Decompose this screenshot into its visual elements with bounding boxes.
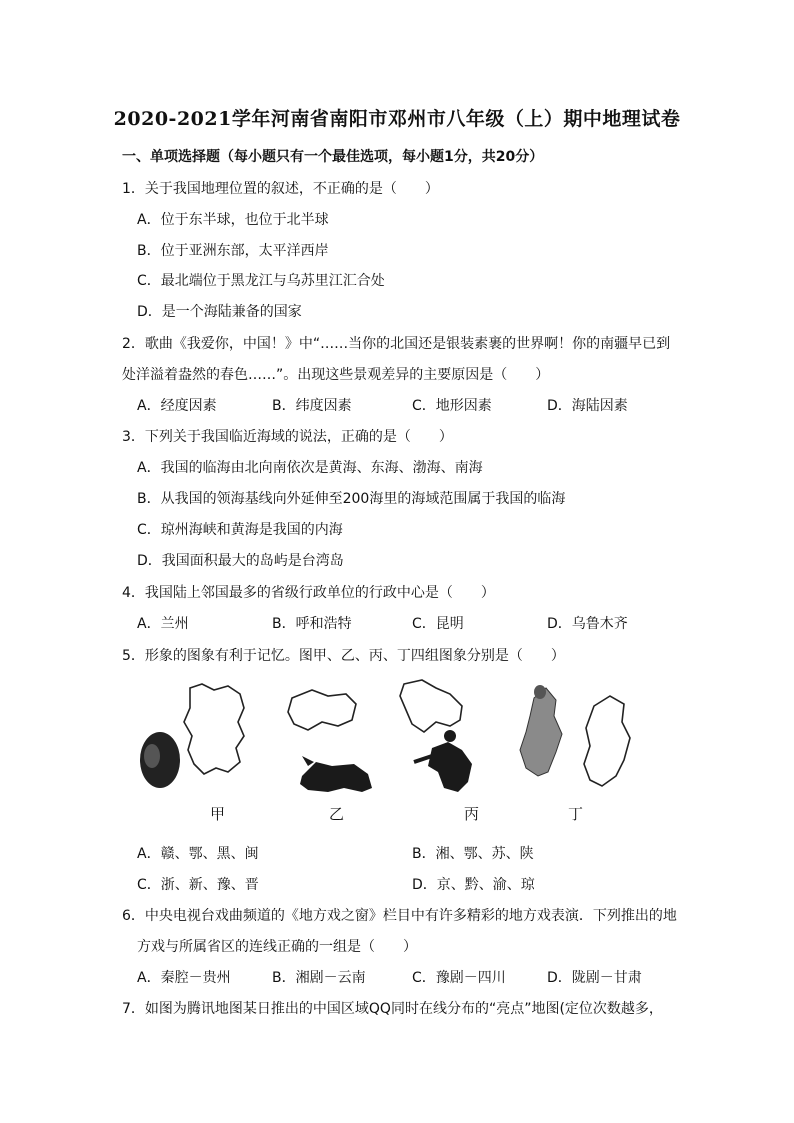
q4-option-a: A．兰州 <box>137 616 189 632</box>
q6-option-b: B．湘剧－云南 <box>272 970 366 986</box>
figure-label-ding: 丁 <box>568 805 584 823</box>
figure-bing <box>400 680 472 792</box>
figure-ding <box>520 685 630 786</box>
question-1-stem: 1．关于我国地理位置的叙述，不正确的是（ ） <box>122 181 439 197</box>
q1-option-b: B．位于亚洲东部，太平洋西岸 <box>137 243 329 259</box>
q6-option-a: A．秦腔－贵州 <box>137 970 231 986</box>
question-2-stem-line2: 处洋溢着盎然的春色……”。出现这些景观差异的主要原因是（ ） <box>122 367 550 383</box>
question-3-stem: 3．下列关于我国临近海域的说法，正确的是（ ） <box>122 429 453 445</box>
question-2-stem-line1: 2．歌曲《我爱你，中国！》中“……当你的北国还是银装素裹的世界啊！你的南疆早已到 <box>122 336 671 352</box>
exam-title: 2020-2021学年河南省南阳市邓州市八年级（上）期中地理试卷 <box>113 108 681 130</box>
q3-option-b: B．从我国的领海基线向外延伸至200海里的海域范围属于我国的临海 <box>137 491 566 507</box>
q2-option-a: A．经度因素 <box>137 398 217 414</box>
figure-jia <box>140 684 244 788</box>
q4-option-c: C．昆明 <box>412 616 464 632</box>
q3-option-c: C．琼州海峡和黄海是我国的内海 <box>137 522 343 538</box>
q2-option-d: D．海陆因素 <box>547 398 628 414</box>
q1-option-d: D．是一个海陆兼备的国家 <box>137 304 302 320</box>
q5-option-c: C．浙、新、豫、晋 <box>137 877 259 893</box>
q3-option-a: A．我国的临海由北向南依次是黄海、东海、渤海、南海 <box>137 460 483 476</box>
q3-option-d: D．我国面积最大的岛屿是台湾岛 <box>137 553 344 569</box>
q6-option-c: C．豫剧－四川 <box>412 970 506 986</box>
q1-option-c: C．最北端位于黑龙江与乌苏里江汇合处 <box>137 273 385 289</box>
q4-option-b: B．呼和浩特 <box>272 616 352 632</box>
q2-option-b: B．纬度因素 <box>272 398 352 414</box>
q4-option-d: D．乌鲁木齐 <box>547 616 628 632</box>
question-7-stem: 7．如图为腾讯地图某日推出的中国区域QQ同时在线分布的“亮点”地图(定位次数越多， <box>122 1001 663 1017</box>
figure-label-bing: 丙 <box>464 805 480 823</box>
question-6-stem-line1: 6．中央电视台戏曲频道的《地方戏之窗》栏目中有许多精彩的地方戏表演．下列推出的地 <box>122 908 677 924</box>
figure-yi <box>288 690 372 792</box>
section-heading: 一、单项选择题（每小题只有一个最佳选项，每小题1分，共20分） <box>122 149 544 165</box>
question-4-stem: 4．我国陆上邻国最多的省级行政单位的行政中心是（ ） <box>122 585 495 601</box>
q2-option-c: C．地形因素 <box>412 398 492 414</box>
q1-option-a: A．位于东半球，也位于北半球 <box>137 212 329 228</box>
q5-option-b: B．湘、鄂、苏、陕 <box>412 846 534 862</box>
figure-label-yi: 乙 <box>329 805 345 823</box>
q6-option-d: D．陇剧－甘肃 <box>547 970 642 986</box>
question-5-stem: 5．形象的图象有利于记忆。图甲、乙、丙、丁四组图象分别是（ ） <box>122 648 565 664</box>
question-6-stem-line2: 方戏与所属省区的连线正确的一组是（ ） <box>137 939 417 955</box>
q5-option-d: D．京、黔、渝、琼 <box>412 877 535 893</box>
figure-label-jia: 甲 <box>210 805 226 823</box>
q5-option-a: A．赣、鄂、黑、闽 <box>137 846 259 862</box>
